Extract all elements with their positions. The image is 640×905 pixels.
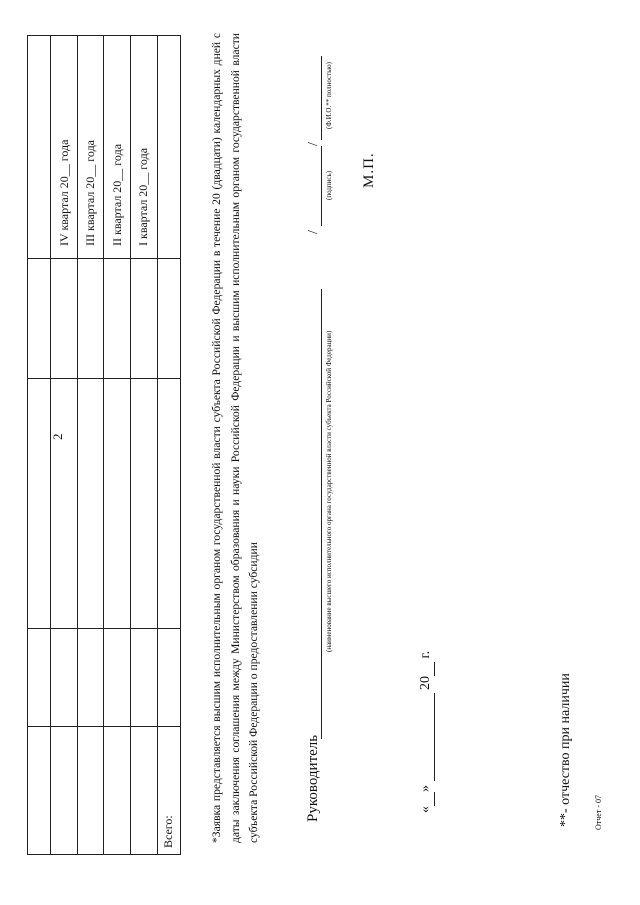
table-cell — [104, 727, 131, 855]
footnote-patronymic: **- отчество при наличии — [558, 673, 573, 827]
table-cell — [77, 379, 104, 629]
table-cell — [104, 379, 131, 629]
table-row — [131, 36, 158, 855]
table-cell — [51, 629, 78, 727]
table-cell — [131, 629, 158, 727]
year-blank — [418, 662, 435, 676]
table-cell — [28, 36, 51, 259]
quarter-label: III квартал 20__ года — [77, 36, 104, 259]
table-cell — [157, 629, 180, 727]
table-cell — [51, 727, 78, 855]
signature-block — [305, 42, 345, 822]
day-blank — [418, 792, 435, 806]
page-number: 2 — [50, 433, 65, 440]
table-cell — [51, 379, 78, 629]
table-cell — [157, 36, 180, 259]
table-cell — [77, 629, 104, 727]
quarter-label: IV квартал 20__ года — [51, 36, 78, 259]
year-suffix: г. — [418, 650, 433, 659]
quarter-label: II квартал 20__ года — [104, 36, 131, 259]
table-cell — [104, 259, 131, 379]
table-row — [28, 36, 51, 855]
full-name-line — [321, 56, 322, 140]
org-name-line — [321, 289, 322, 739]
table-cell — [131, 379, 158, 629]
table-cell — [131, 727, 158, 855]
year-prefix: 20 — [418, 676, 433, 690]
table-row — [77, 36, 104, 855]
quarter-label: I квартал 20__ года — [131, 36, 158, 259]
separator-slash: / — [306, 142, 321, 146]
table-cell — [28, 259, 51, 379]
document-code: Отчет - 07 — [594, 794, 603, 830]
separator-slash: / — [306, 230, 321, 234]
month-blank — [418, 694, 435, 782]
full-name-caption: (Ф.И.О.** полностью) — [325, 62, 333, 129]
signature-caption: (подпись) — [325, 170, 333, 200]
table-cell — [77, 727, 104, 855]
table-row — [157, 36, 180, 855]
table-cell — [28, 727, 51, 855]
table-cell — [28, 629, 51, 727]
table-cell — [157, 379, 180, 629]
signature-line — [321, 146, 322, 226]
date-close-quote: » — [418, 785, 433, 792]
total-label: Всего: — [157, 727, 180, 855]
date-line — [418, 651, 435, 813]
table-cell — [77, 259, 104, 379]
footnote-submission: *Заявка представляется высшим исполнительным органом государственной власти субъекта Российской Федерации в течение 20 (двадцати) календарных дней с даты заключения соглашения между Министерством образования и науки Российской Федерации и высшим исполнительным органом государственной власти субъекта Российской Федерации о предоставлении субсидии — [210, 33, 260, 843]
date-open-quote: « — [418, 806, 433, 813]
table-cell — [157, 259, 180, 379]
table-row — [104, 36, 131, 855]
table-cell — [51, 259, 78, 379]
quarterly-table — [27, 35, 181, 855]
table-cell — [104, 629, 131, 727]
org-caption: (наименование высшего исполнительного органа государственной власти субъекта Российской Федерации) — [325, 330, 333, 652]
table-cell — [131, 259, 158, 379]
table-cell — [28, 379, 51, 629]
head-label: Руководитель — [305, 734, 321, 822]
seal-placeholder: М.П. — [361, 152, 377, 188]
table-row — [51, 36, 78, 855]
